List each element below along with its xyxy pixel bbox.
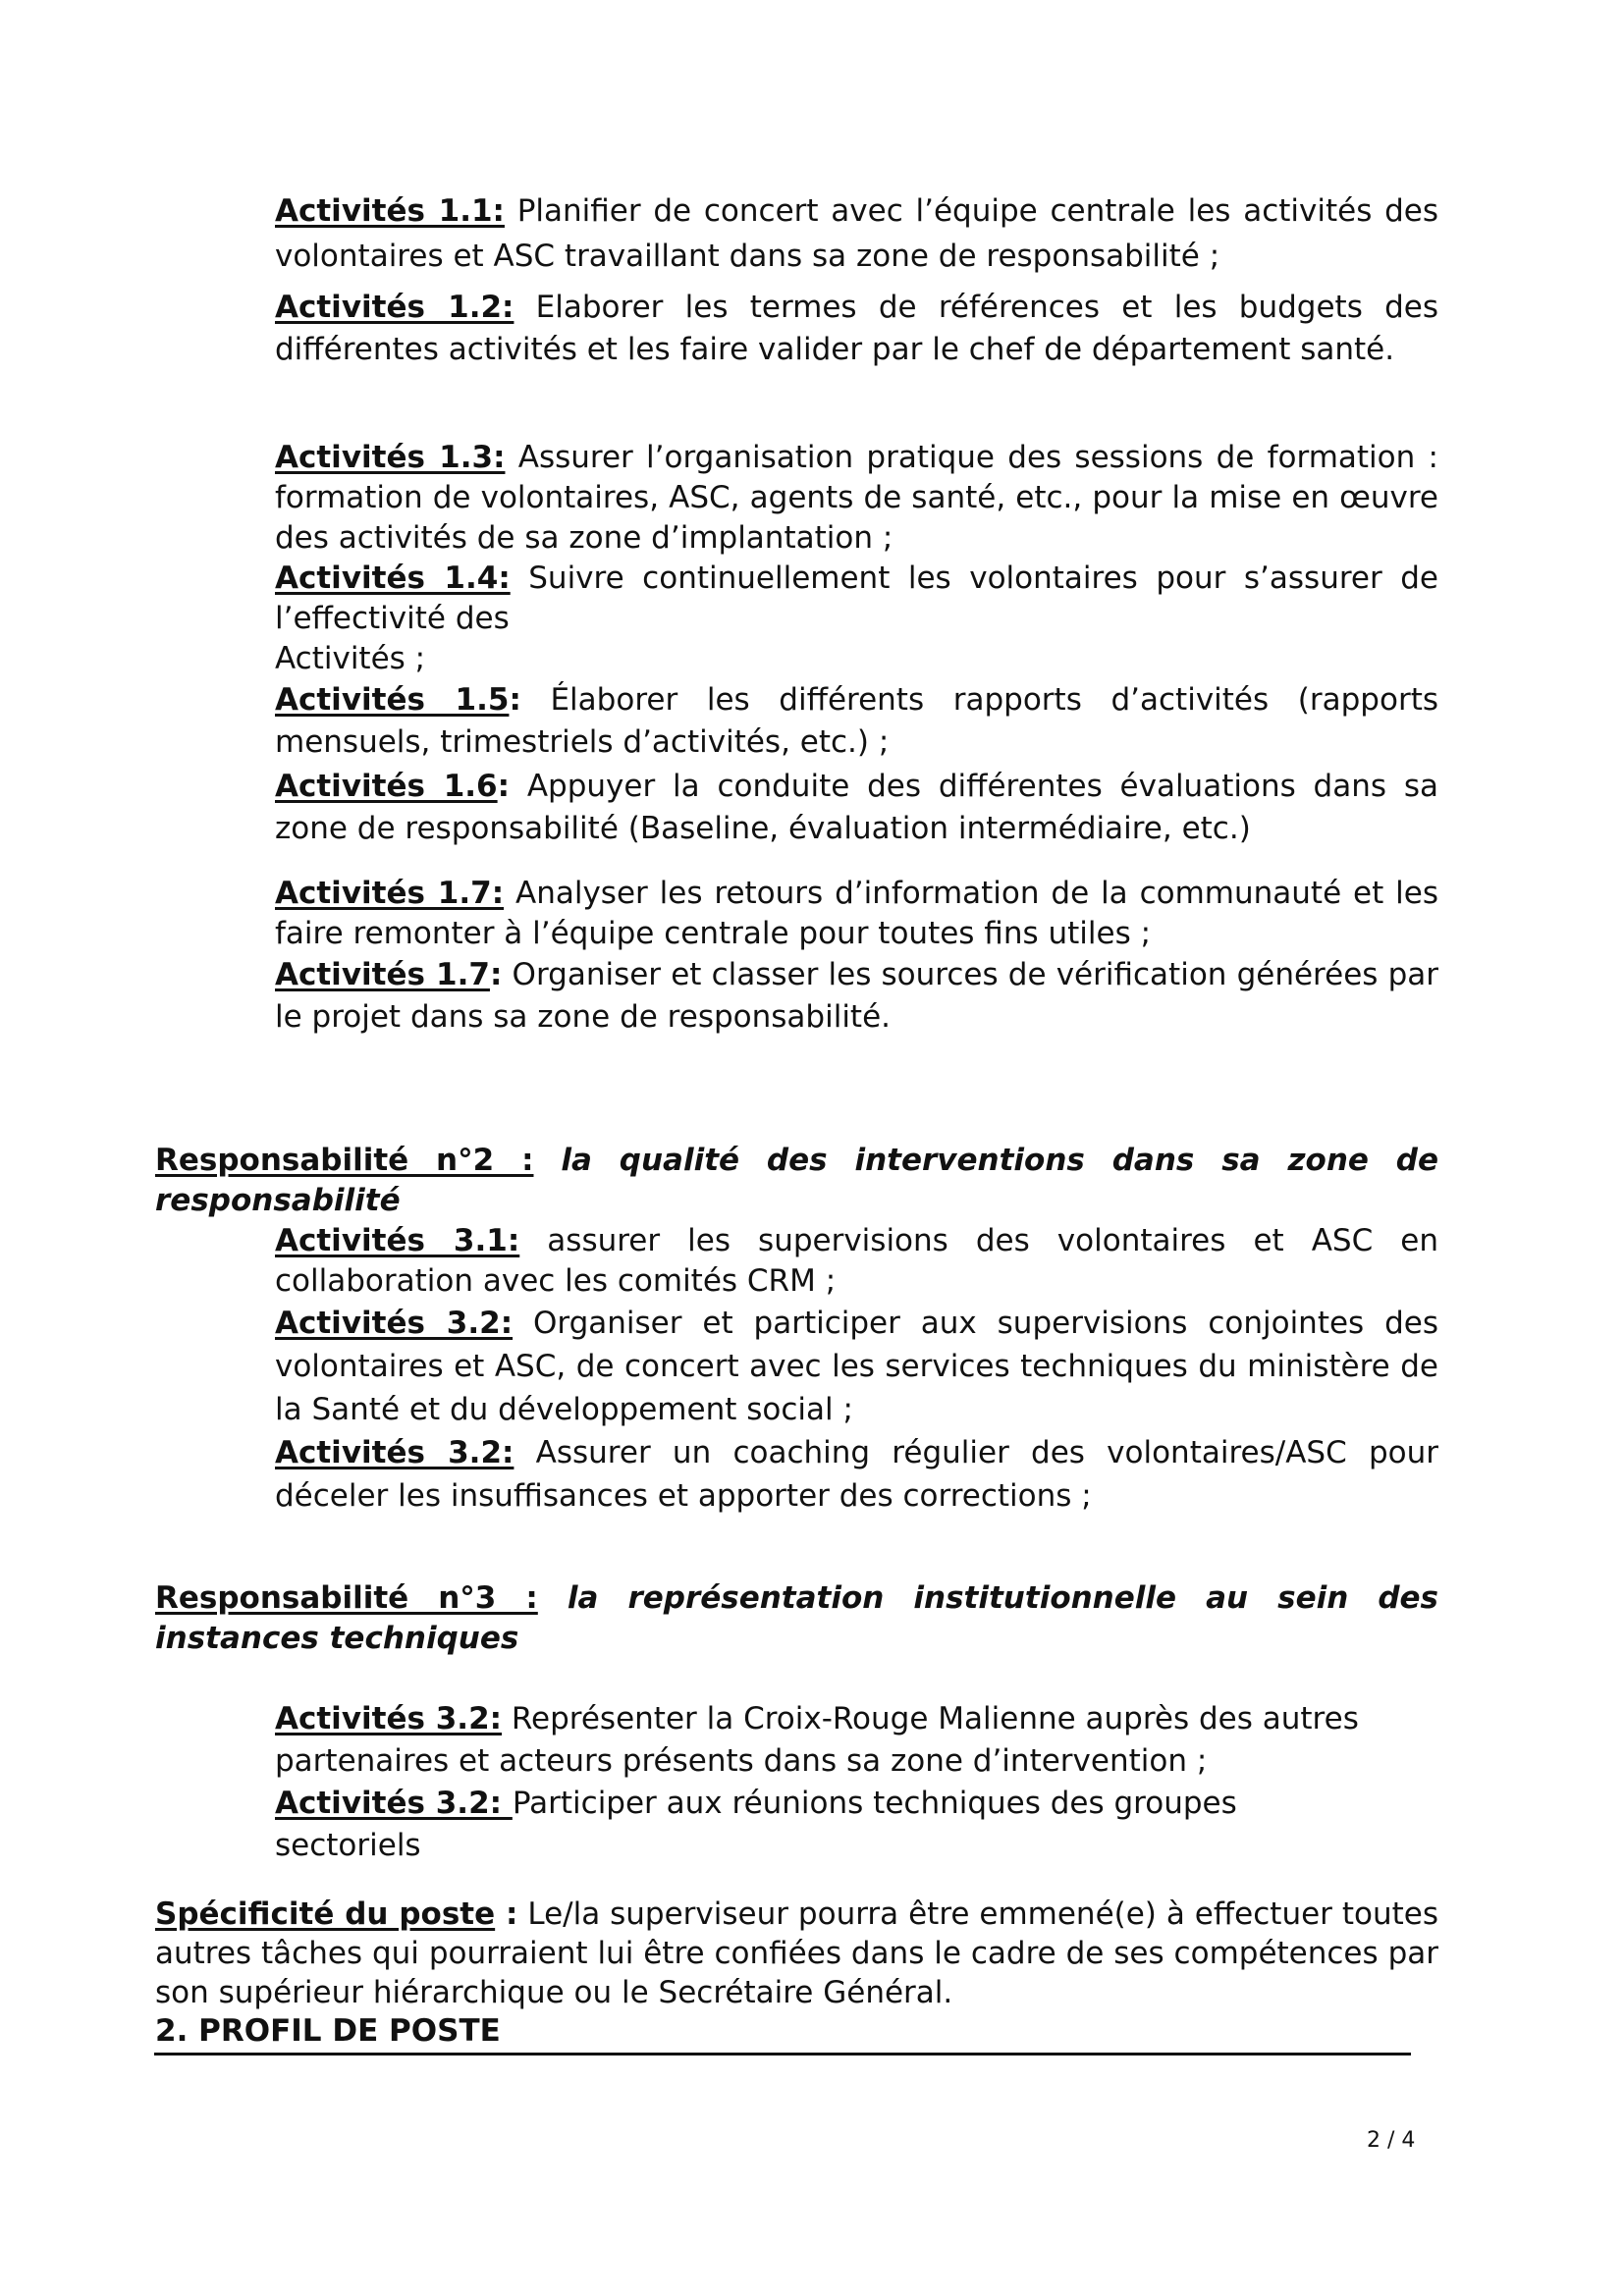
activity-label: Activités 1.5 (275, 682, 510, 718)
responsabilite-3-heading (155, 1578, 1438, 1659)
activity-label-colon: : (509, 682, 521, 718)
activity-text: Organiser et classer les sources de vérification générées par le projet dans sa zone de responsabilité. (275, 957, 1439, 1035)
activity-label: Activités 1.7: (275, 876, 505, 911)
horizontal-rule (154, 2053, 1411, 2056)
activity-3-2a (275, 1302, 1438, 1431)
activity-3-2c (275, 1698, 1424, 1783)
activity-label: Activités 3.2: (275, 1306, 514, 1341)
activity-text: Organiser et participer aux supervisions conjointes des volontaires et ASC, de concert avec les services techniques du ministère de la Santé et du développement social ; (275, 1306, 1439, 1427)
activity-label: Activités 3.2: (275, 1786, 513, 1821)
activity-1-2 (275, 287, 1438, 371)
activity-3-1 (275, 1221, 1438, 1302)
activity-label: Activités 3.2: (275, 1701, 503, 1736)
activity-1-3 (275, 438, 1438, 559)
activity-text: Activités ; (275, 641, 426, 676)
responsabilite-title: la qualité des interventions dans sa zone de responsabilité (155, 1143, 1439, 1218)
activity-label: Activités 1.1: (275, 193, 505, 229)
specificite-text: Le/la superviseur pourra être emmené(e) à effectuer toutes autres tâches qui pourraient lui être confiées dans le cadre de ses compétences par son supérieur hiérarchique ou le Secrétaire Général. (155, 1896, 1438, 2010)
activity-label: Activités 1.7 (275, 957, 490, 992)
activity-text: Participer aux réunions techniques des groupes sectoriels (275, 1786, 1237, 1863)
activity-1-7b (275, 954, 1438, 1039)
activity-label: Activités 3.1: (275, 1223, 520, 1258)
page-number: 2 / 4 (1367, 2128, 1416, 2153)
activity-1-4-continuation (275, 639, 1438, 679)
activity-text: Planifier de concert avec l’équipe centrale les activités des volontaires et ASC travaillant dans sa zone de responsabilité ; (275, 193, 1438, 274)
activity-3-2d (275, 1783, 1355, 1867)
activity-1-6 (275, 766, 1438, 850)
activity-label: Activités 3.2: (275, 1435, 514, 1470)
activity-text: Suivre continuellement les volontaires pour s’assurer de l’effectivité des (275, 561, 1438, 636)
activity-text: assurer les supervisions des volontaires et ASC en collaboration avec les comités CRM ; (275, 1223, 1439, 1299)
activity-1-5 (275, 679, 1438, 764)
activity-label-colon: : (497, 769, 511, 804)
activity-text: Elaborer les termes de références et les budgets des différentes activités et les faire valider par le chef de département santé. (275, 290, 1438, 367)
activity-label-colon: : (489, 957, 503, 992)
activity-3-2b (275, 1431, 1438, 1518)
responsabilite-label: Responsabilité n°2 : (155, 1143, 534, 1178)
specificite-colon: : (495, 1896, 518, 1932)
section-heading-profil-de-poste: 2. PROFIL DE POSTE (155, 2013, 501, 2049)
responsabilite-title: la représentation institutionnelle au sein des instances techniques (155, 1580, 1439, 1656)
activity-label: Activités 1.4: (275, 561, 511, 596)
specificite-du-poste (155, 1895, 1438, 2012)
activity-text: Analyser les retours d’information de la communauté et les faire remonter à l’équipe centrale pour toutes fins utiles ; (275, 876, 1439, 951)
activity-text: Représenter la Croix-Rouge Malienne auprès des autres partenaires et acteurs présents dans sa zone d’intervention ; (275, 1701, 1359, 1779)
activity-1-1 (275, 188, 1438, 279)
responsabilite-label: Responsabilité n°3 : (155, 1580, 538, 1616)
activity-label: Activités 1.2: (275, 290, 514, 325)
activity-1-7a (275, 874, 1438, 954)
activity-label: Activités 1.3: (275, 440, 506, 475)
responsabilite-2-heading (155, 1141, 1438, 1221)
activity-text: Élaborer les différents rapports d’activités (rapports mensuels, trimestriels d’activités, etc.) ; (275, 682, 1438, 760)
activity-text: Assurer l’organisation pratique des sessions de formation : formation de volontaires, ASC, agents de santé, etc., pour la mise en œuvre des activités de sa zone d’implantation ; (275, 440, 1438, 556)
activity-text: Assurer un coaching régulier des volontaires/ASC pour déceler les insuffisances et apporter des corrections ; (275, 1435, 1438, 1514)
activity-text: Appuyer la conduite des différentes évaluations dans sa zone de responsabilité (Baseline, évaluation intermédiaire, etc.) (275, 769, 1438, 846)
activity-label: Activités 1.6 (275, 769, 498, 804)
specificite-label: Spécificité du poste (155, 1896, 496, 1932)
activity-1-4 (275, 559, 1438, 639)
